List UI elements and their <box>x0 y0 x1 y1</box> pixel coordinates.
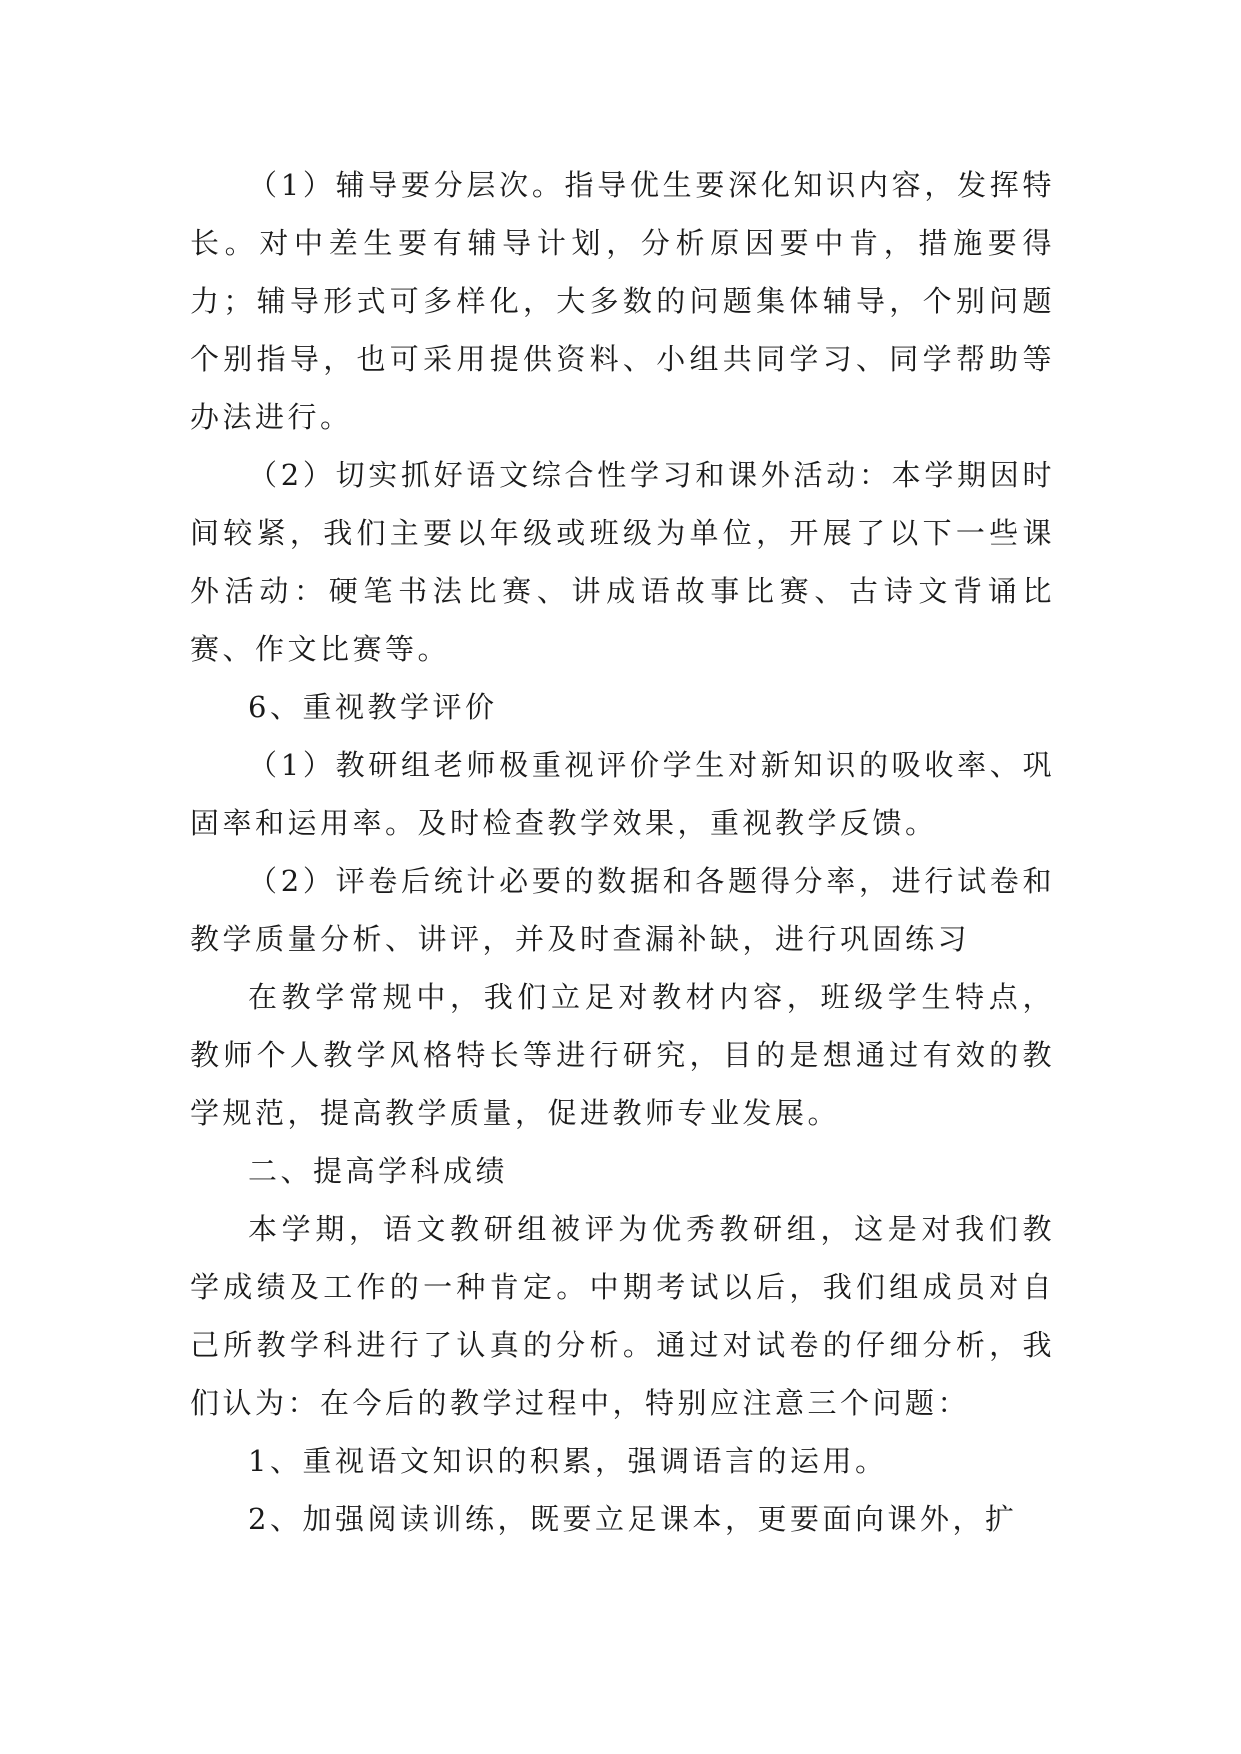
paragraph-evaluation-2: （2）评卷后统计必要的数据和各题得分率，进行试卷和教学质量分析、讲评，并及时查漏补缺，进行巩固练习 <box>190 864 1055 956</box>
section-heading-evaluation: 6、重视教学评价 <box>248 690 498 724</box>
list-item-2: 2、加强阅读训练，既要立足课本，更要面向课外，扩 <box>248 1502 1018 1536</box>
paragraph-excellent-group: 本学期，语文教研组被评为优秀教研组，这是对我们教学成绩及工作的一种肯定。中期考试以后，我们组成员对自己所教学科进行了认真的分析。通过对试卷的仔细分析，我们认为：在今后的教学过程中，特别应注意三个问题： <box>190 1212 1055 1420</box>
document-body <box>190 156 1055 1548</box>
paragraph-tutoring-levels: （1）辅导要分层次。指导优生要深化知识内容，发挥特长。对中差生要有辅导计划，分析原因要中肯，措施要得力；辅导形式可多样化，大多数的问题集体辅导，个别问题个别指导，也可采用提供资料、小组共同学习、同学帮助等办法进行。 <box>190 168 1055 434</box>
paragraph-extracurricular: （2）切实抓好语文综合性学习和课外活动：本学期因时间较紧，我们主要以年级或班级为单位，开展了以下一些课外活动：硬笔书法比赛、讲成语故事比赛、古诗文背诵比赛、作文比赛等。 <box>190 458 1055 666</box>
paragraph-evaluation-1: （1）教研组老师极重视评价学生对新知识的吸收率、巩固率和运用率。及时检查教学效果，重视教学反馈。 <box>190 748 1055 840</box>
paragraph-teaching-routine: 在教学常规中，我们立足对教材内容，班级学生特点，教师个人教学风格特长等进行研究，目的是想通过有效的教学规范，提高教学质量，促进教师专业发展。 <box>190 980 1055 1130</box>
list-item-1: 1、重视语文知识的积累，强调语言的运用。 <box>248 1444 888 1478</box>
section-heading-scores: 二、提高学科成绩 <box>248 1154 509 1188</box>
